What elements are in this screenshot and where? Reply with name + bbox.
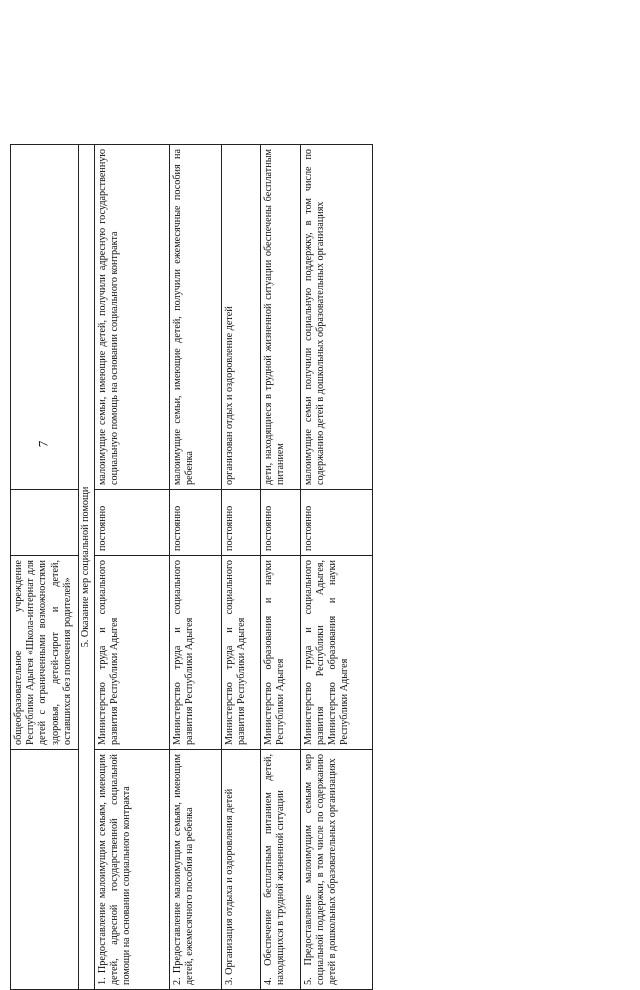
measure-cell: 3. Организация отдыха и оздоровления детей <box>221 750 261 990</box>
executor-cell: Министерство труда и социального развития Республики Адыгея, Министерство образования и науки Республики Адыгея <box>300 556 372 750</box>
table-row <box>300 145 372 990</box>
measure-cell: 4. Обеспечение бесплатным питанием детей, находящихся в трудной жизненной ситуации <box>261 750 301 990</box>
executor-cell: общеобразовательное учреждение Республики Адыгея «Школа-интернат для детей с ограниченными возможностями здоровья, детей-сирот и детей, оставшихся без попечения родителей» <box>11 556 79 750</box>
measure-cell <box>11 750 79 990</box>
term-cell: постоянно <box>94 490 169 556</box>
executor-cell: Министерство труда и социального развития Республики Адыгея <box>221 556 261 750</box>
term-cell <box>11 490 79 556</box>
term-cell: постоянно <box>300 490 372 556</box>
measure-cell: 2. Предоставление малоимущим семьям, имеющим детей, ежемесячного пособия на ребенка <box>169 750 221 990</box>
result-cell <box>11 145 79 490</box>
result-cell: дети, находящиеся в трудной жизненной ситуации обеспечены бесплатным питанием <box>261 145 301 490</box>
rotated-table-container <box>10 145 373 990</box>
section-title: 5. Оказание мер социальной помощи <box>79 145 94 990</box>
table-row <box>94 145 169 990</box>
term-cell: постоянно <box>261 490 301 556</box>
result-cell: организован отдых и оздоровление детей <box>221 145 261 490</box>
measure-cell: 1. Предоставление малоимущим семьям, имеющим детей, адресной государственной социальной помощи на основании социального контракта <box>94 750 169 990</box>
term-cell: постоянно <box>169 490 221 556</box>
result-cell: малоимущие семьи получили социальную поддержку, в том числе по содержанию детей в дошкольных образовательных организациях <box>300 145 372 490</box>
executor-cell: Министерство труда и социального развития Республики Адыгея <box>94 556 169 750</box>
executor-cell: Министерство образования и науки Республики Адыгея <box>261 556 301 750</box>
page-number: 7 <box>35 440 51 448</box>
measure-cell: 5. Предоставление малоимущим семьям мер социальной поддержки, в том числе по содержанию детей в дошкольных образовательных организациях <box>300 750 372 990</box>
result-cell: малоимущие семьи, имеющие детей, получили ежемесячные пособия на ребенка <box>169 145 221 490</box>
table-row <box>169 145 221 990</box>
term-cell: постоянно <box>221 490 261 556</box>
result-cell: малоимущие семьи, имеющие детей, получили адресную государственную социальную помощь на основании социального контракта <box>94 145 169 490</box>
table-row <box>221 145 261 990</box>
section-row <box>79 145 94 990</box>
table-row <box>11 145 79 990</box>
table-row <box>261 145 301 990</box>
measures-table <box>10 144 373 990</box>
executor-cell: Министерство труда и социального развития Республики Адыгея <box>169 556 221 750</box>
